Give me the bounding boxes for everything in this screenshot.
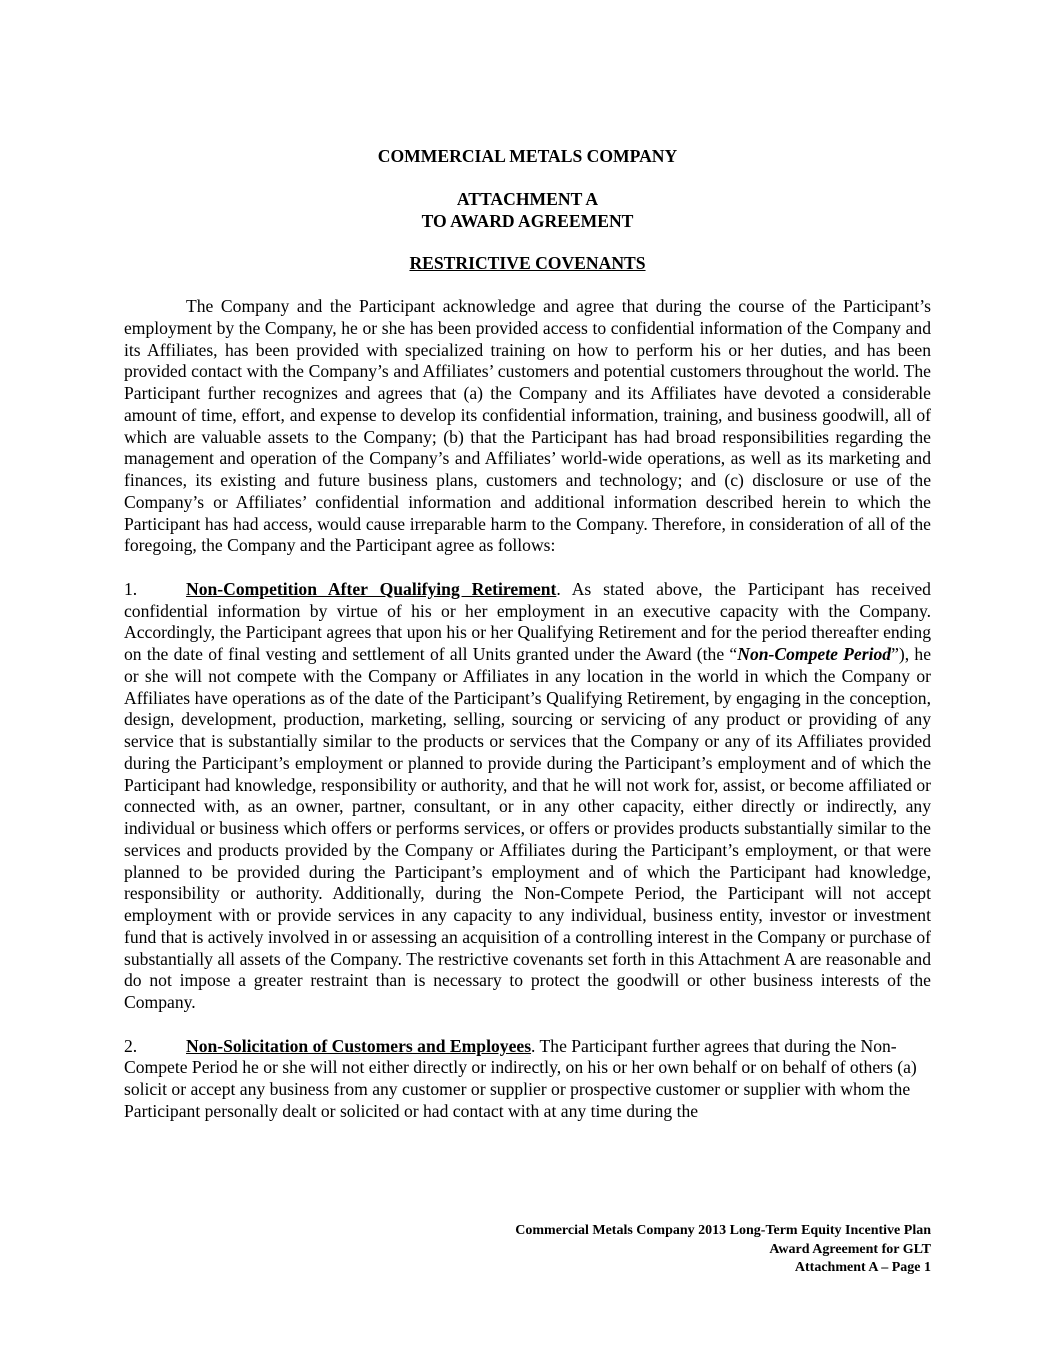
defined-term-non-compete-period: Non-Compete Period [737,644,892,664]
page-footer [515,1222,931,1278]
section-2 [124,1036,931,1123]
company-title: COMMERCIAL METALS COMPANY [377,146,678,166]
section-2-number: 2. [124,1035,138,1056]
section-1 [124,579,931,1014]
section-1-text-a: . As stated above, the Participant has received confidential information by virtue of his or her employment in an executive capacity with the Company. Accordingly, the Participant agrees that upon his or her Qualifying Retirement and for the period thereafter ending on the date of final vesting and settlement of all Units granted under the Award (the “ [124,578,931,664]
document-body [124,146,931,1123]
footer-agreement-name: Award Agreement for GLT [769,1241,931,1257]
section-2-text: . The Participant further agrees that during the Non-Compete Period he or she will not either directly or indirectly, on his or her own behalf or on behalf of others (a) solicit or accept any business from any customer or supplier or prospective customer or supplier with whom the Participant personally dealt or solicited or had contact with at any time during the [124,1035,917,1121]
footer-plan-name: Commercial Metals Company 2013 Long-Term Equity Incentive Plan [515,1223,931,1238]
attachment-title-line1: ATTACHMENT A [456,188,599,209]
footer-page-label: Attachment A – Page 1 [794,1260,931,1275]
section-title: RESTRICTIVE COVENANTS [409,253,646,274]
section-1-number: 1. [124,578,138,599]
intro-paragraph: The Company and the Participant acknowledge and agree that during the course of the Participant’s employment by the Company, he or she has been provided access to confidential information of the Company and its Affiliates, has been provided with specialized training on how to perform his or her duties, and has been provided contact with the Company’s and Affiliates’ customers and potential customers throughout the world. The Participant further recognizes and agrees that (a) the Company and its Affiliates have devoted a considerable amount of time, effort, and expense to develop its confidential information, training, and business goodwill, all of which are valuable assets to the Company; (b) that the Participant has had broad responsibilities regarding the management and operation of the Company’s and Affiliates’ world-wide operations, as well as its marketing and finances, its existing and future business plans, customers and technology; and (c) disclosure or use of the Company’s or Affiliates’ confidential information and additional information described herein to which the Participant has had access, would cause irreparable harm to the Company. Therefore, in consideration of all of the foregoing, the Company and the Participant agree as follows: [124,296,931,556]
section-1-text-b: ”), he or she will not compete with the Company or Affiliates in any location in the world in which the Company or Affiliates have operations as of the date of the Participant’s Qualifying Retirement, by engaging in the conception, design, development, production, marketing, selling, sourcing or servicing of any product or providing of any service that is substantially similar to the products or services that the Company or any of its Affiliates provided during the Participant’s employment or planned to provide during the Participant’s employment and of which the Participant had knowledge, responsibility or authority, and that he will not work for, assist, or become affiliated or connected with, as an owner, partner, consultant, or in any other capacity, either directly or indirectly, any individual or business which offers or performs services, or offers or provides products substantially similar to the services and products provided by the Company or Affiliates during the Participant’s employment, or that were planned to be provided during the Participant’s employment and of which the Participant had knowledge, responsibility or authority. Additionally, during the Non-Compete Period, the Participant will not accept employment with or provide services in any capacity to any individual, business entity, investor or investment fund that is actively involved in or assessing an acquisition of a controlling interest in the Company or purchase of substantially all assets of the Company. The restrictive covenants set forth in this Attachment A are reasonable and do not impose a greater restraint than is necessary to protect the goodwill or other business interests of the Company. [124,644,932,1012]
attachment-title-line2: TO AWARD AGREEMENT [421,210,634,231]
section-1-heading: Non-Competition After Qualifying Retirement [186,578,557,599]
section-2-heading: Non-Solicitation of Customers and Employees [186,1035,532,1056]
